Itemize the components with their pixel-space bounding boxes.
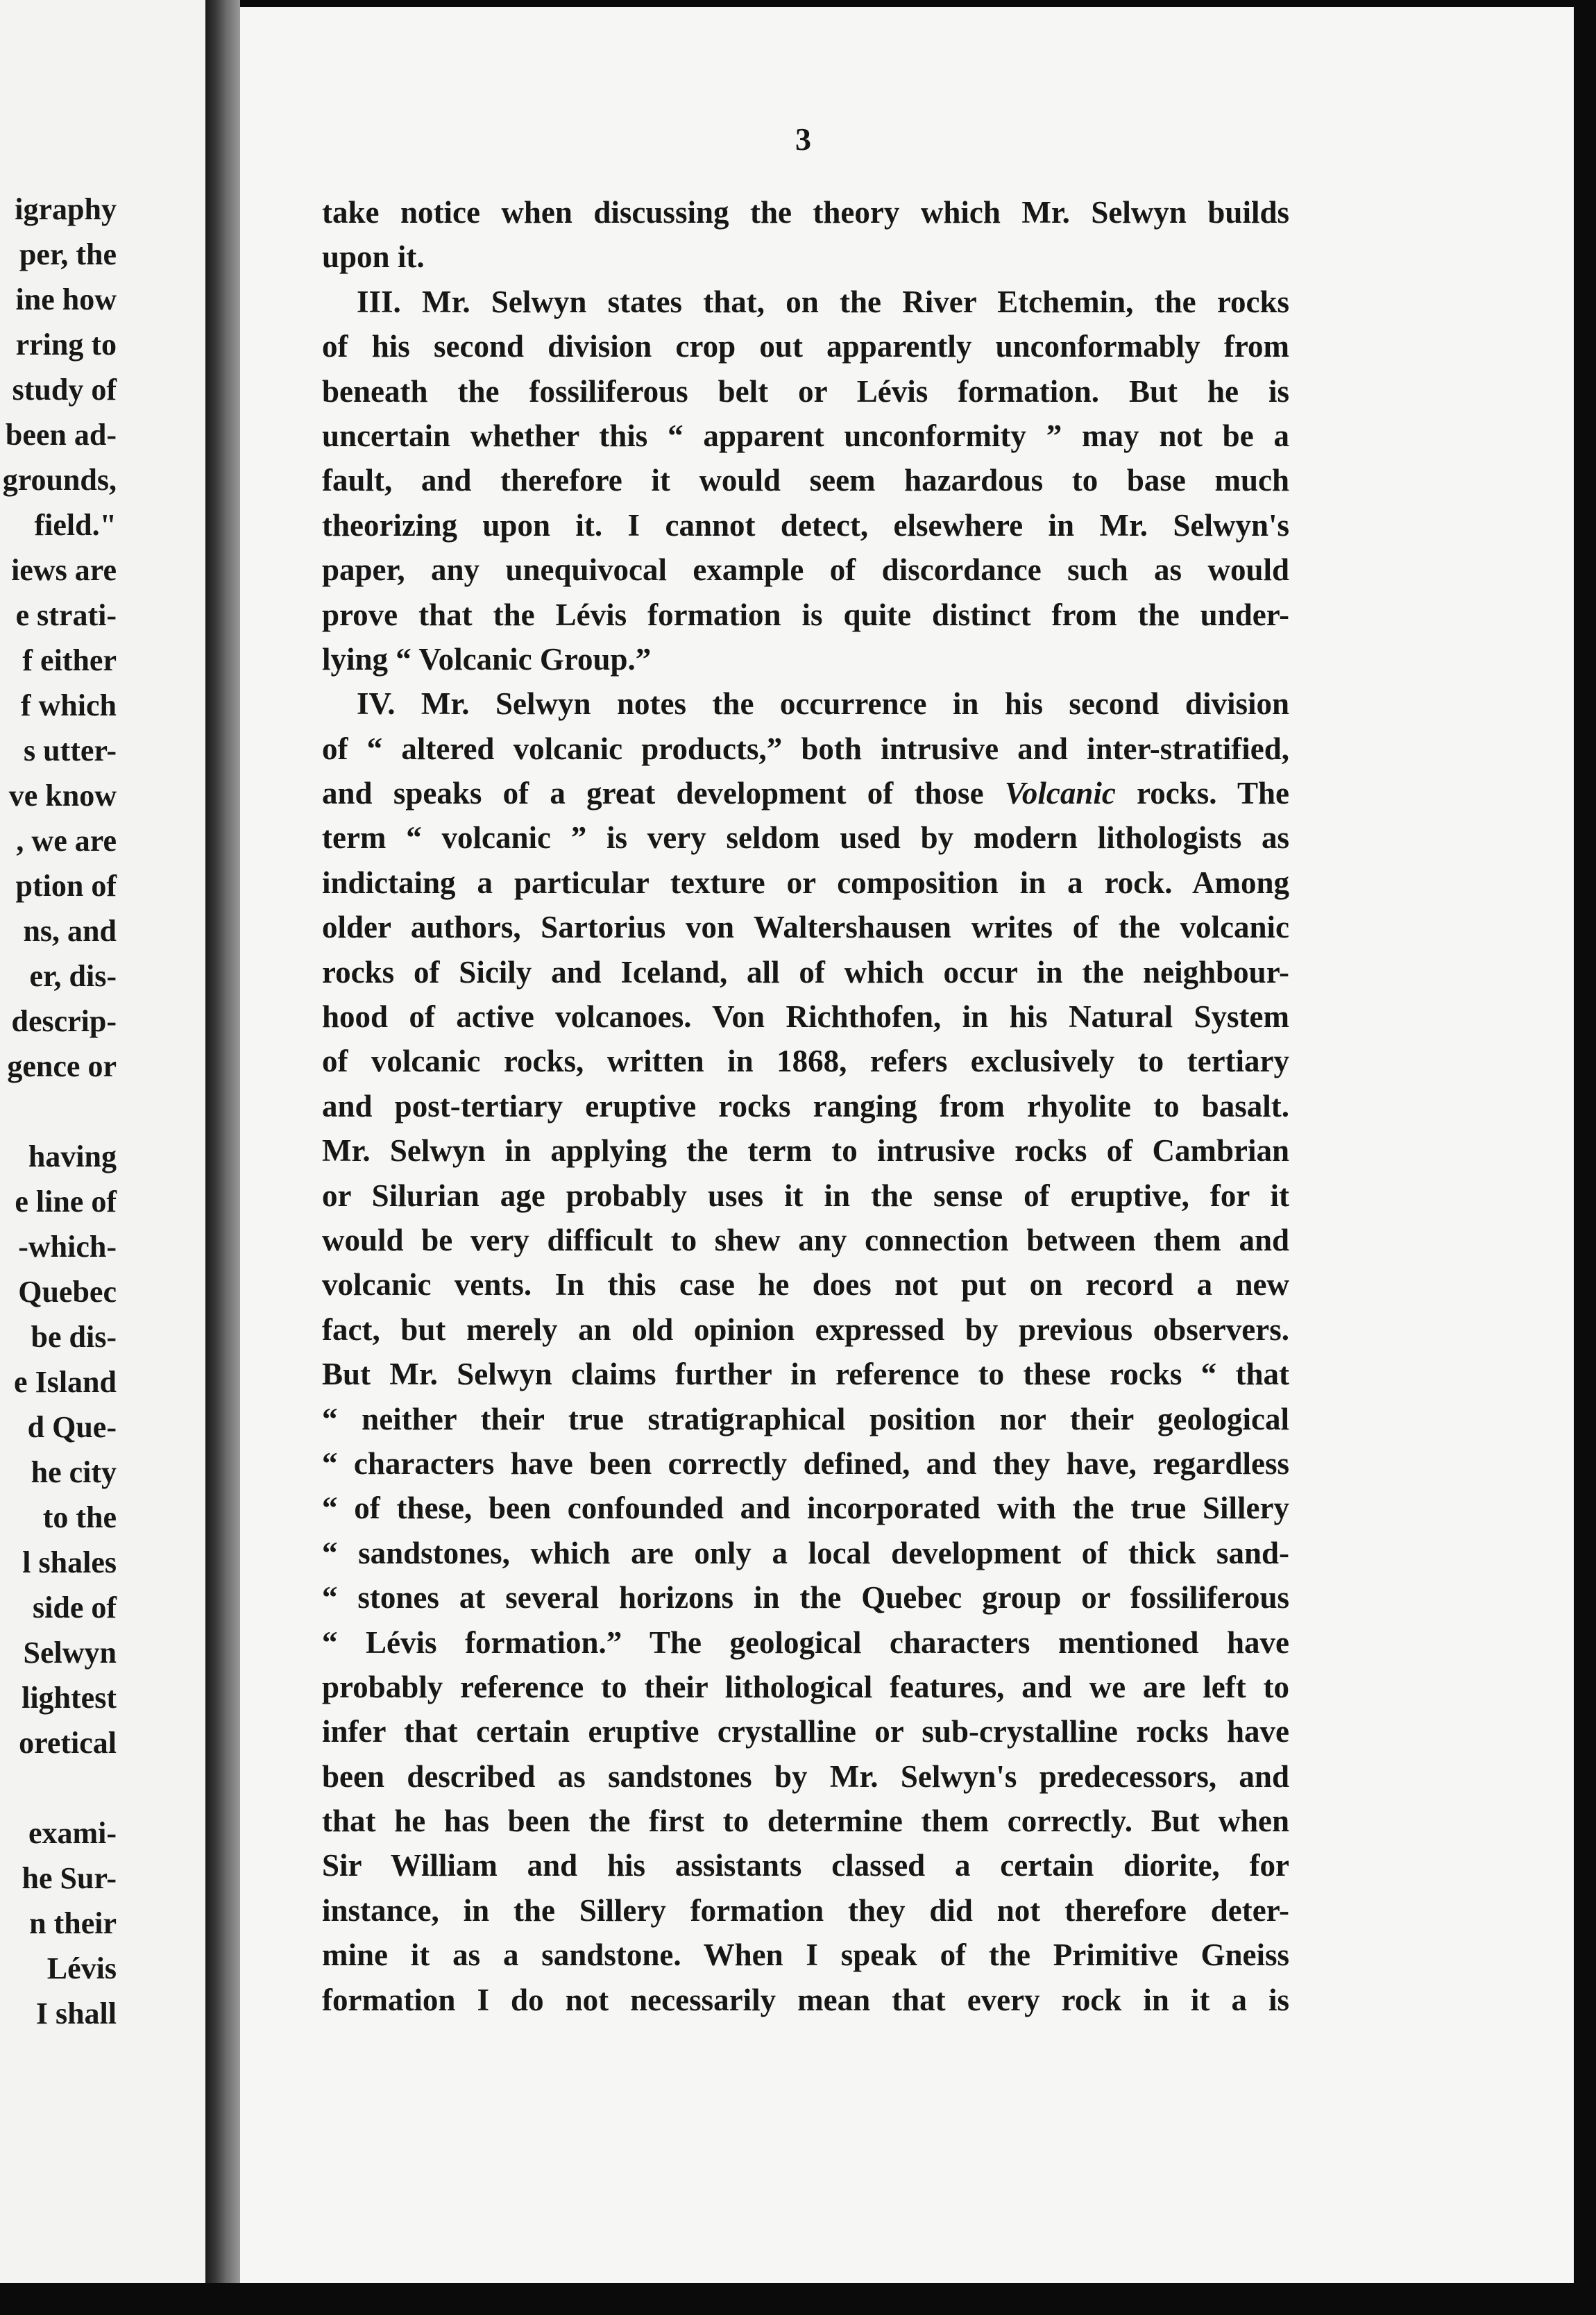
previous-page-line: l shales bbox=[22, 1545, 117, 1579]
text-line: III. Mr. Selwyn states that, on the River Etchemin, the rocks bbox=[357, 284, 1289, 319]
text-line: hood of active volcanoes. Von Richthofen, in his Natural System bbox=[322, 999, 1289, 1035]
previous-page-line: s utter- bbox=[24, 733, 117, 768]
previous-page-line: study of bbox=[12, 373, 117, 407]
text-line: that he has been the first to determine them correctly. But when bbox=[322, 1804, 1289, 1839]
previous-page-line: he Sur- bbox=[22, 1861, 117, 1895]
text-line: theorizing upon it. I cannot detect, elsewhere in Mr. Selwyn's bbox=[322, 507, 1289, 543]
previous-page-line: descrip- bbox=[11, 1004, 117, 1038]
text-segment: rocks. The bbox=[1115, 776, 1290, 811]
text-line: formation I do not necessarily mean that every rock in it a is bbox=[322, 1982, 1289, 2017]
previous-page-line: er, dis- bbox=[29, 959, 117, 993]
previous-page-line: Quebec bbox=[18, 1275, 117, 1309]
previous-page-line: d Que- bbox=[27, 1410, 117, 1444]
text-line bbox=[322, 771, 1289, 815]
previous-page-line: to the bbox=[42, 1500, 117, 1534]
text-line: fault, and therefore it would seem hazardous to base much bbox=[322, 463, 1289, 498]
previous-page-line: rring to bbox=[15, 328, 117, 362]
previous-page-line: been ad- bbox=[5, 418, 117, 452]
text-line: beneath the fossiliferous belt or Lévis formation. But he is bbox=[322, 373, 1289, 409]
text-line: rocks of Sicily and Iceland, all of which occur in the neighbour- bbox=[322, 954, 1289, 990]
text-line: Sir William and his assistants classed a certain diorite, for bbox=[322, 1848, 1289, 1883]
text-line: “ neither their true stratigraphical position nor their geological bbox=[322, 1401, 1289, 1436]
text-line: Mr. Selwyn in applying the term to intrusive rocks of Cambrian bbox=[322, 1133, 1289, 1169]
text-line: “ of these, been confounded and incorporated with the true Sillery bbox=[322, 1491, 1289, 1526]
previous-page-line: e Island bbox=[14, 1365, 117, 1399]
text-line: or Silurian age probably uses it in the sense of eruptive, for it bbox=[322, 1178, 1289, 1213]
text-line: prove that the Lévis formation is quite distinct from the under- bbox=[322, 597, 1289, 632]
text-line: upon it. bbox=[322, 239, 425, 275]
text-line: probably reference to their lithological features, and we are left to bbox=[322, 1669, 1289, 1704]
text-line: fact, but merely an old opinion expressed by previous observers. bbox=[322, 1312, 1289, 1347]
previous-page-line: e line of bbox=[15, 1185, 117, 1219]
text-line: “ stones at several horizons in the Quebec group or fossiliferous bbox=[322, 1580, 1289, 1616]
previous-page-line: ine how bbox=[15, 282, 117, 316]
previous-page-line: f either bbox=[22, 643, 117, 677]
previous-page-line: n their bbox=[29, 1906, 117, 1940]
text-line: indictaing a particular texture or composition in a rock. Among bbox=[322, 865, 1289, 900]
text-line: IV. Mr. Selwyn notes the occurrence in his second division bbox=[357, 686, 1289, 722]
previous-page-edge bbox=[0, 0, 205, 2283]
previous-page-line: be dis- bbox=[31, 1320, 117, 1354]
text-segment: and speaks of a great development of those bbox=[322, 776, 1005, 811]
text-line: of volcanic rocks, written in 1868, refers exclusively to tertiary bbox=[322, 1044, 1289, 1079]
body-text bbox=[322, 190, 1289, 2022]
text-line: “ Lévis formation.” The geological characters mentioned have bbox=[322, 1625, 1289, 1660]
text-line: infer that certain eruptive crystalline or sub-crystalline rocks have bbox=[322, 1714, 1289, 1749]
previous-page-line: Lévis bbox=[46, 1951, 117, 1985]
previous-page-line: exami- bbox=[28, 1816, 117, 1850]
text-line: would be very difficult to shew any connection between them and bbox=[322, 1222, 1289, 1257]
text-line: paper, any unequivocal example of discordance such as would bbox=[322, 552, 1289, 588]
text-line: of his second division crop out apparently unconformably from bbox=[322, 329, 1289, 364]
text-line: volcanic vents. In this case he does not put on record a new bbox=[322, 1267, 1289, 1303]
text-line: of “ altered volcanic products,” both intrusive and inter-stratified, bbox=[322, 731, 1289, 766]
text-line: “ characters have been correctly defined, and they have, regardless bbox=[322, 1445, 1289, 1481]
previous-page-line: ption of bbox=[15, 869, 117, 903]
text-line: older authors, Sartorius von Waltershausen writes of the volcanic bbox=[322, 910, 1289, 945]
text-line: lying “ Volcanic Group.” bbox=[322, 641, 652, 677]
previous-page-line: ve know bbox=[8, 779, 117, 813]
previous-page-line: e strati- bbox=[15, 598, 117, 632]
previous-page-line: having bbox=[28, 1139, 117, 1173]
previous-page-line: , we are bbox=[16, 824, 117, 858]
previous-page-line: he city bbox=[31, 1455, 117, 1489]
previous-page-line: I shall bbox=[35, 1996, 117, 2030]
book-gutter bbox=[205, 0, 240, 2283]
previous-page-line: igraphy bbox=[15, 192, 117, 226]
previous-page-line: oretical bbox=[19, 1726, 117, 1760]
text-line: mine it as a sandstone. When I speak of the Primitive Gneiss bbox=[322, 1937, 1289, 1973]
previous-page-line: grounds, bbox=[2, 463, 117, 497]
text-line: term “ volcanic ” is very seldom used by modern lithologists as bbox=[322, 820, 1289, 856]
text-line: and post-tertiary eruptive rocks ranging from rhyolite to basalt. bbox=[322, 1088, 1289, 1123]
previous-page-line: Selwyn bbox=[23, 1636, 117, 1670]
previous-page-line: iews are bbox=[11, 553, 117, 587]
previous-page-line: side of bbox=[33, 1591, 117, 1625]
previous-page-line: gence or bbox=[7, 1049, 117, 1083]
text-line: But Mr. Selwyn claims further in reference to these rocks “ that bbox=[322, 1357, 1289, 1392]
previous-page-line: per, the bbox=[19, 237, 117, 271]
scan-border bbox=[0, 2283, 1596, 2315]
text-line: been described as sandstones by Mr. Selwyn's predecessors, and bbox=[322, 1758, 1289, 1794]
text-line: “ sandstones, which are only a local development of thick sand- bbox=[322, 1535, 1289, 1570]
previous-page-line: ns, and bbox=[23, 914, 117, 948]
page-number: 3 bbox=[795, 121, 811, 157]
previous-page-line: field." bbox=[34, 508, 117, 542]
italic-word: Volcanic bbox=[1004, 776, 1116, 811]
previous-page-line: -which- bbox=[18, 1230, 117, 1264]
text-line: instance, in the Sillery formation they did not therefore deter- bbox=[322, 1892, 1289, 1928]
text-line: take notice when discussing the theory which Mr. Selwyn builds bbox=[322, 195, 1289, 230]
text-line: uncertain whether this “ apparent unconformity ” may not be a bbox=[322, 418, 1289, 453]
previous-page-line: lightest bbox=[22, 1681, 117, 1715]
previous-page-line: f which bbox=[20, 688, 117, 722]
